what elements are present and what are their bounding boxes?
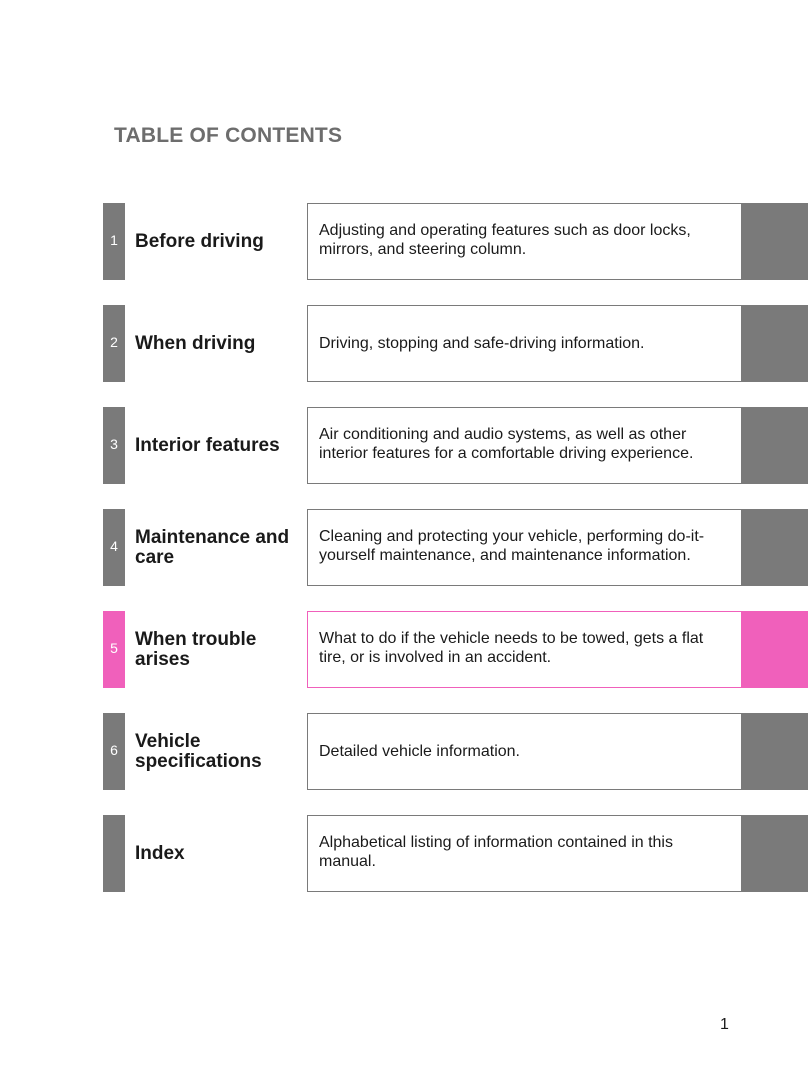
section-title-link[interactable] bbox=[135, 407, 305, 484]
section-title-line1: Interior features bbox=[135, 434, 280, 456]
toc-row-when-driving[interactable] bbox=[103, 305, 808, 382]
section-number-tab bbox=[103, 509, 125, 586]
toc-row-before-driving[interactable] bbox=[103, 203, 808, 280]
page-title: TABLE OF CONTENTS bbox=[114, 124, 343, 147]
toc-row-interior-features[interactable] bbox=[103, 407, 808, 484]
section-title-link[interactable] bbox=[135, 203, 305, 280]
section-description-box bbox=[307, 815, 742, 892]
section-title-link[interactable] bbox=[135, 305, 305, 382]
section-description: Driving, stopping and safe-driving information. bbox=[319, 335, 645, 352]
section-title-line2: care bbox=[135, 546, 175, 568]
section-number: 1 bbox=[110, 232, 118, 248]
thumb-index-tab[interactable] bbox=[742, 407, 808, 484]
section-title-link[interactable] bbox=[135, 713, 305, 790]
section-description: Alphabetical listing of information contained in this manual. bbox=[319, 834, 673, 870]
section-title-line1: Before driving bbox=[135, 230, 264, 252]
section-title-line2: specifications bbox=[135, 750, 262, 772]
section-number: 4 bbox=[110, 538, 118, 554]
thumb-index-tab[interactable] bbox=[742, 509, 808, 586]
thumb-index-tab[interactable] bbox=[742, 611, 808, 688]
section-title-line1: Maintenance and bbox=[135, 526, 290, 548]
section-description-box bbox=[307, 203, 742, 280]
section-description-box bbox=[307, 611, 742, 688]
section-description: Detailed vehicle information. bbox=[319, 743, 520, 760]
section-description-box bbox=[307, 407, 742, 484]
section-description: What to do if the vehicle needs to be towed, gets a flat tire, or is involved in an accident. bbox=[319, 630, 704, 666]
section-number-tab bbox=[103, 611, 125, 688]
section-description-box bbox=[307, 509, 742, 586]
toc-row-vehicle-specifications[interactable] bbox=[103, 713, 808, 790]
section-title-line1: Vehicle bbox=[135, 730, 201, 752]
section-number-tab bbox=[103, 203, 125, 280]
toc-row-index[interactable] bbox=[103, 815, 808, 892]
section-description: Air conditioning and audio systems, as well as other interior features for a comfortable driving experience. bbox=[319, 426, 694, 462]
section-number-tab bbox=[103, 713, 125, 790]
section-number-tab bbox=[103, 407, 125, 484]
thumb-index-tab[interactable] bbox=[742, 713, 808, 790]
section-number: 3 bbox=[110, 436, 118, 452]
section-number: 6 bbox=[110, 742, 118, 758]
thumb-index-tab[interactable] bbox=[742, 815, 808, 892]
toc-row-when-trouble-arises[interactable] bbox=[103, 611, 808, 688]
section-title-line1: When trouble bbox=[135, 628, 257, 650]
toc-row-maintenance-and-care[interactable] bbox=[103, 509, 808, 586]
section-number-tab bbox=[103, 305, 125, 382]
section-title-link[interactable] bbox=[135, 509, 305, 586]
section-number: 5 bbox=[110, 640, 118, 656]
section-title-line1: Index bbox=[135, 842, 185, 864]
section-description-box bbox=[307, 713, 742, 790]
section-title-line2: arises bbox=[135, 648, 190, 670]
section-number-tab bbox=[103, 815, 125, 892]
section-title-link[interactable] bbox=[135, 815, 305, 892]
section-description: Adjusting and operating features such as door locks, mirrors, and steering column. bbox=[319, 222, 691, 258]
section-description: Cleaning and protecting your vehicle, performing do-it-yourself maintenance, and maintenance information. bbox=[319, 528, 705, 564]
section-description-box bbox=[307, 305, 742, 382]
section-title-link[interactable] bbox=[135, 611, 305, 688]
thumb-index-tab[interactable] bbox=[742, 203, 808, 280]
page-number: 1 bbox=[720, 1016, 729, 1033]
thumb-index-tab[interactable] bbox=[742, 305, 808, 382]
section-number: 2 bbox=[110, 334, 118, 350]
section-title-line1: When driving bbox=[135, 332, 256, 354]
